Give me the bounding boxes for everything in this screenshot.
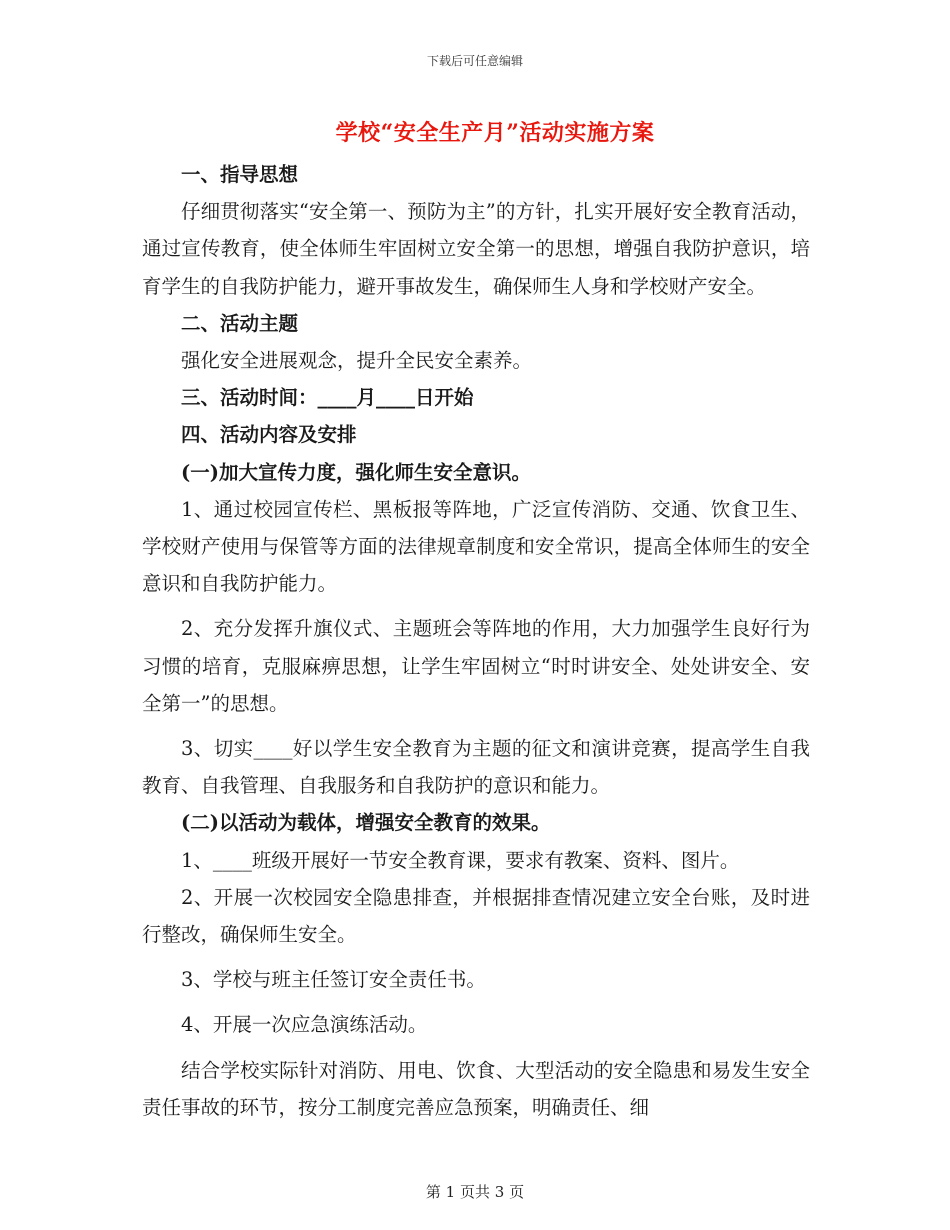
list-item: 1、通过校园宣传栏、黑板报等阵地，广泛宣传消防、交通、饮食卫生、学校财产使用与保管等方面的法律规章制度和安全常识，提高全体师生的安全意识和自我防护能力。: [142, 497, 810, 596]
subsection-heading-2: (二)以活动为载体，增强安全教育的效果。: [181, 811, 551, 835]
page-footer: 第 1 页共 3 页: [425, 1183, 525, 1201]
body-paragraph: 结合学校实际针对消防、用电、饮食、大型活动的安全隐患和易发生安全责任事故的环节，按分工制度完善应急预案，明确责任、细: [142, 1058, 810, 1119]
section-2-paragraph: 强化安全进展观念，提升全民安全素养。: [181, 349, 533, 373]
list-item: 4、开展一次应急演练活动。: [181, 1013, 428, 1037]
subsection-heading-1: (一)加大宣传力度，强化师生安全意识。: [181, 460, 531, 484]
section-heading-4: 四、活动内容及安排: [181, 423, 357, 447]
section-heading-1: 一、指导思想: [181, 163, 299, 186]
document-body: [142, 156, 810, 1126]
list-item: 2、充分发挥升旗仪式、主题班会等阵地的作用，大力加强学生良好行为习惯的培育，克服麻痹思想，让学生牢固树立“时时讲安全、处处讲安全、安全第一”的思想。: [142, 617, 810, 715]
list-item: 1、____班级开展好一节安全教育课，要求有教案、资料、图片。: [181, 848, 740, 872]
list-item: 3、学校与班主任签订安全责任书。: [181, 968, 486, 992]
document-title: 学校“安全生产月”活动实施方案: [335, 120, 655, 146]
section-heading-2: 二、活动主题: [181, 311, 299, 335]
list-item: 2、开展一次校园安全隐患排查，并根据排查情况建立安全台账，及时进行整改，确保师生安全。: [142, 885, 810, 947]
page-header: 下载后可任意编辑: [426, 54, 523, 68]
section-1-paragraph: 仔细贯彻落实“安全第一、预防为主”的方针，扎实开展好安全教育活动，通过宣传教育，使全体师生牢固树立安全第一的思想，增强自我防护意识，培育学生的自我防护能力，避开事故发生，确保师生人身和学校财产安全。: [142, 200, 810, 298]
section-heading-3: 三、活动时间：____月____日开始: [181, 386, 474, 410]
list-item: 3、切实____好以学生安全教育为主题的征文和演讲竞赛，提高学生自我教育、自我管理、自我服务和自我防护的意识和能力。: [142, 737, 810, 798]
